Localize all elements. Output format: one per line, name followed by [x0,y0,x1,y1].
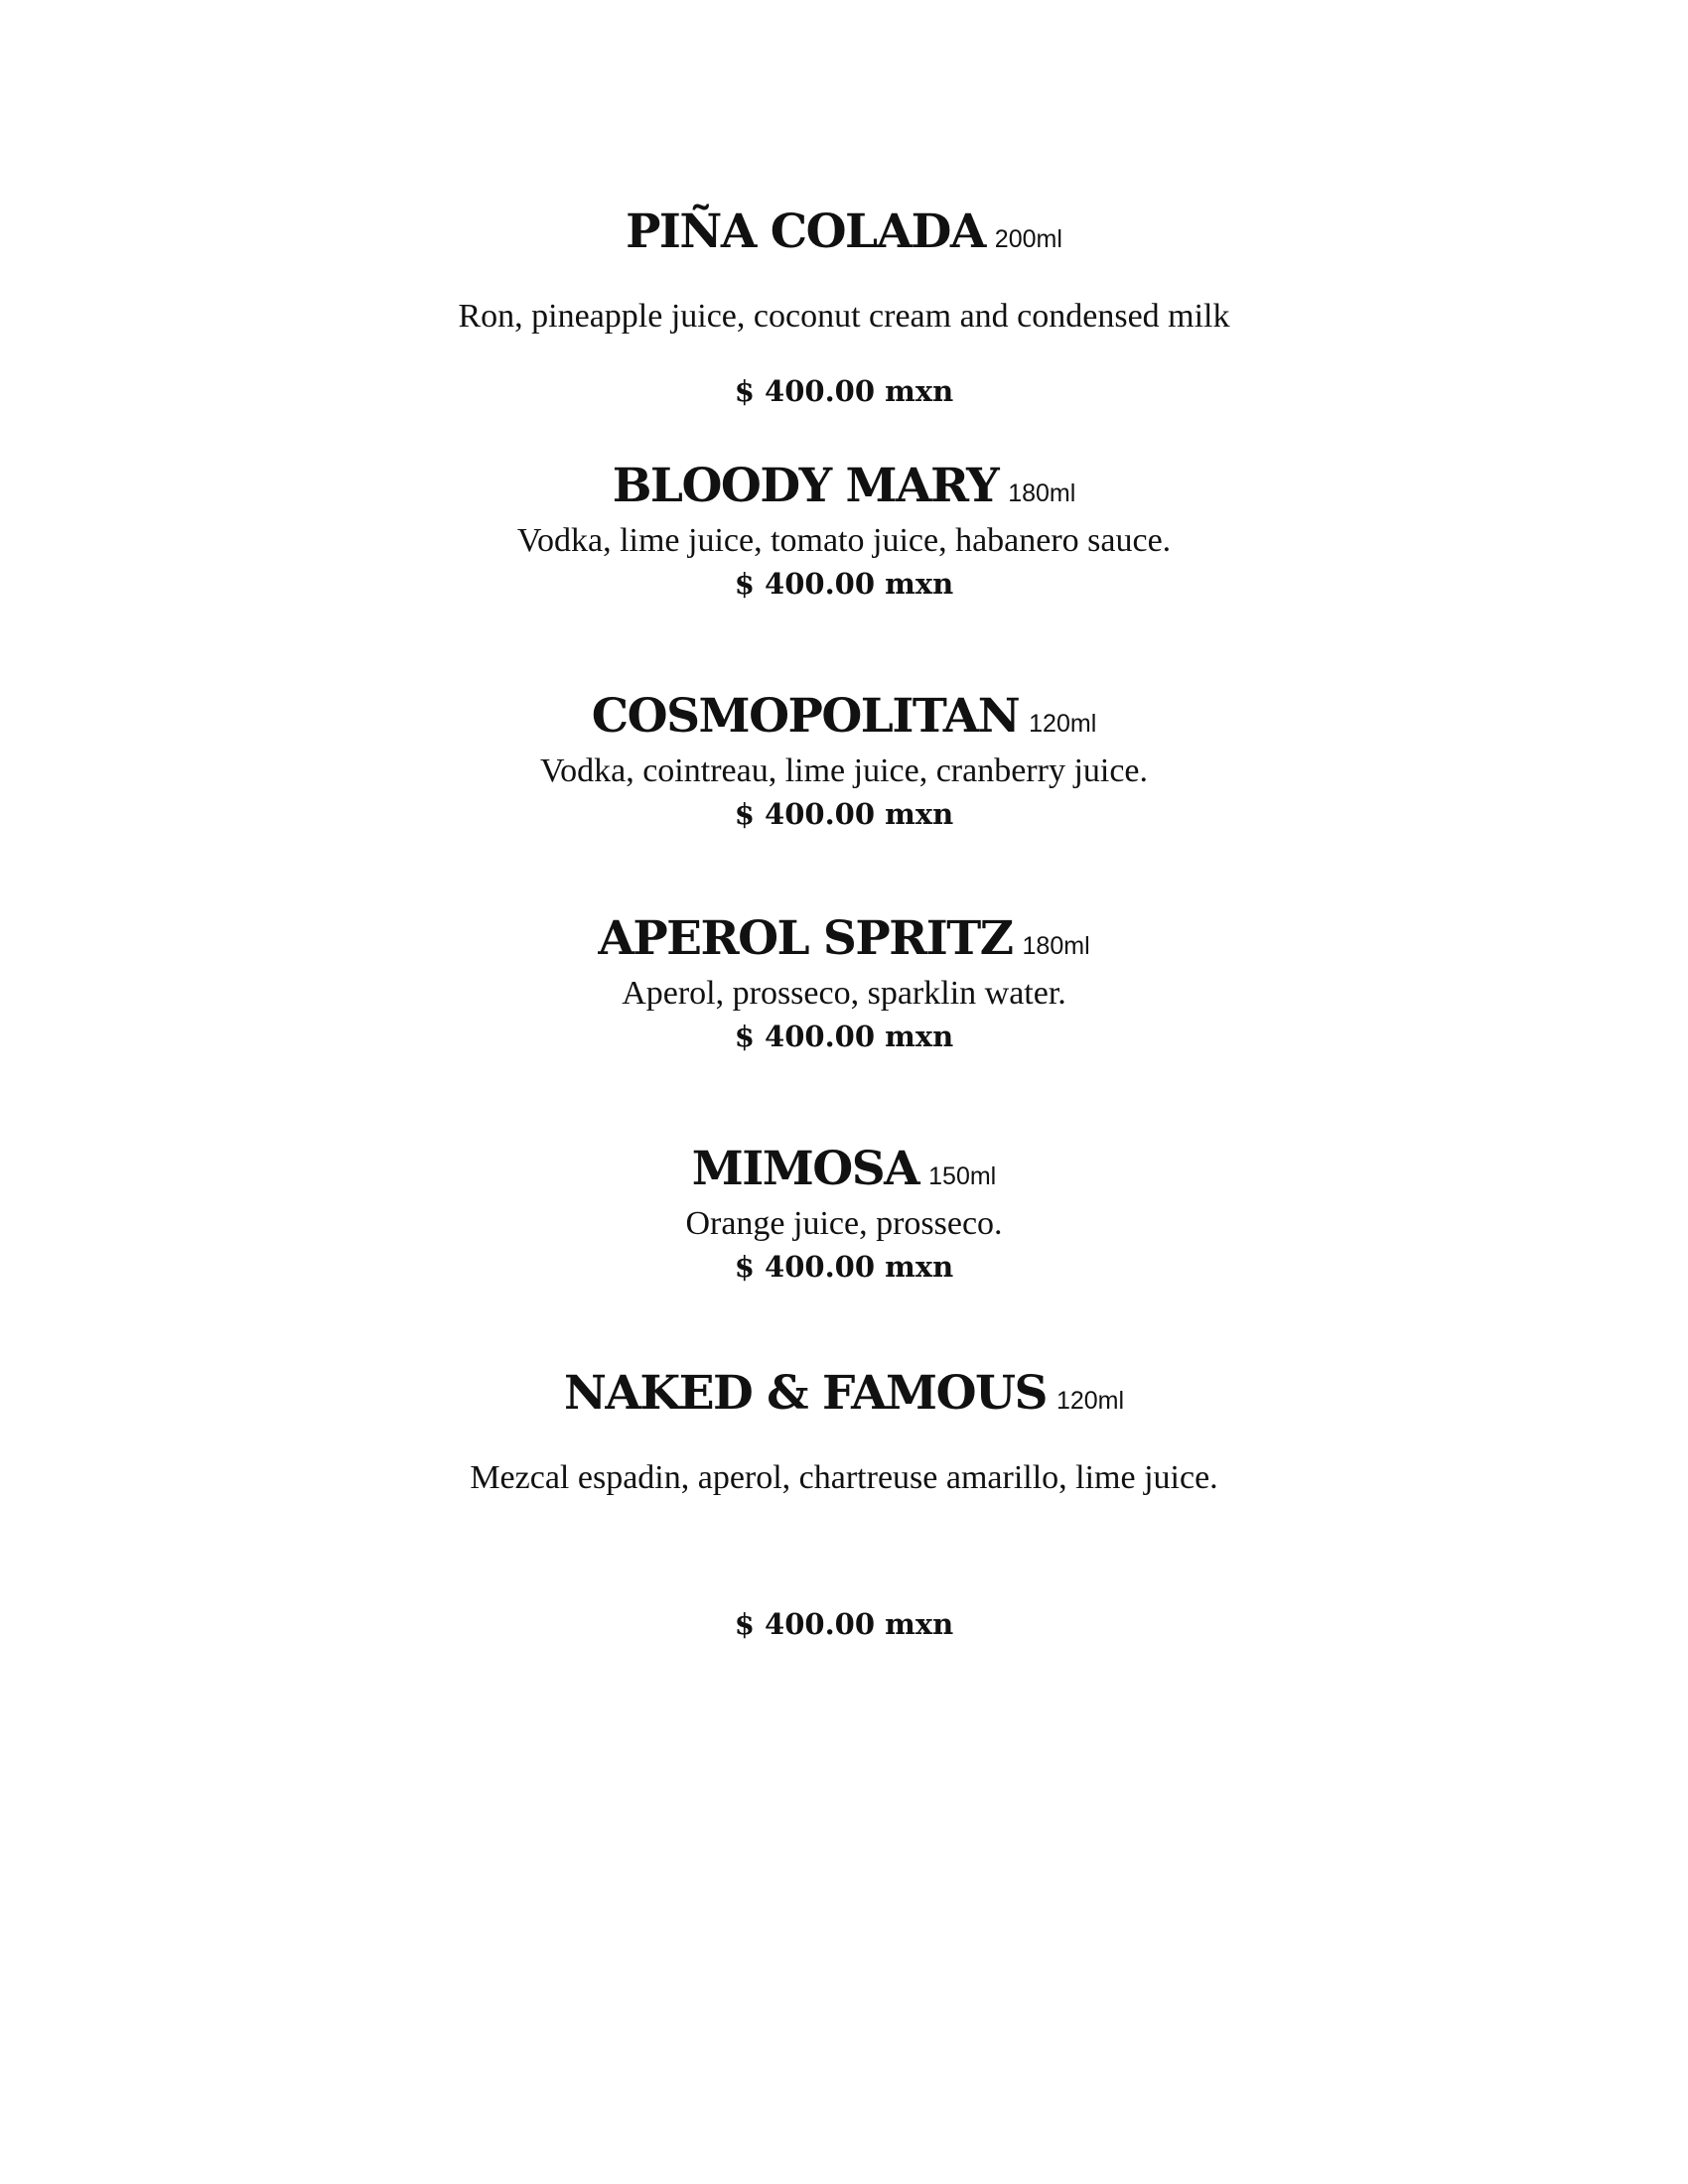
menu-item-title [0,689,1688,744]
drink-description: Ron, pineapple juice, coconut cream and condensed milk [458,298,1230,335]
drink-description: Orange juice, prosseco. [685,1205,1003,1242]
drink-price: $ 400.00 mxn [734,567,954,601]
menu-item-title [0,205,1688,259]
drink-price: $ 400.00 mxn [734,1607,954,1641]
drink-price: $ 400.00 mxn [734,374,954,408]
drink-volume: 120ml [1029,710,1097,738]
menu-item-title [0,459,1688,513]
drink-volume: 200ml [994,225,1062,253]
drink-name: BLOODY MARY [612,459,999,513]
drink-description: Vodka, lime juice, tomato juice, habanero sauce. [516,522,1172,559]
drink-volume: 120ml [1055,1387,1125,1415]
drink-description: Mezcal espadin, aperol, chartreuse amarillo, lime juice. [470,1459,1218,1496]
drink-volume: 150ml [928,1162,997,1190]
menu-item-title [0,1366,1688,1421]
drink-name: NAKED & FAMOUS [563,1366,1047,1421]
drink-price: $ 400.00 mxn [734,1250,954,1284]
drink-volume: 180ml [1022,932,1090,960]
drink-price: $ 400.00 mxn [734,1020,954,1053]
menu-item-title [0,911,1688,966]
drink-description: Vodka, cointreau, lime juice, cranberry juice. [539,752,1149,789]
drink-name: APEROL SPRITZ [598,911,1013,966]
drink-name: COSMOPOLITAN [591,689,1020,744]
drink-name: MIMOSA [691,1142,919,1196]
drink-volume: 180ml [1008,479,1076,507]
drink-name: PIÑA COLADA [626,205,985,259]
menu-item-title [0,1142,1688,1196]
drink-description: Aperol, prosseco, sparklin water. [622,975,1066,1012]
drink-price: $ 400.00 mxn [734,797,954,831]
